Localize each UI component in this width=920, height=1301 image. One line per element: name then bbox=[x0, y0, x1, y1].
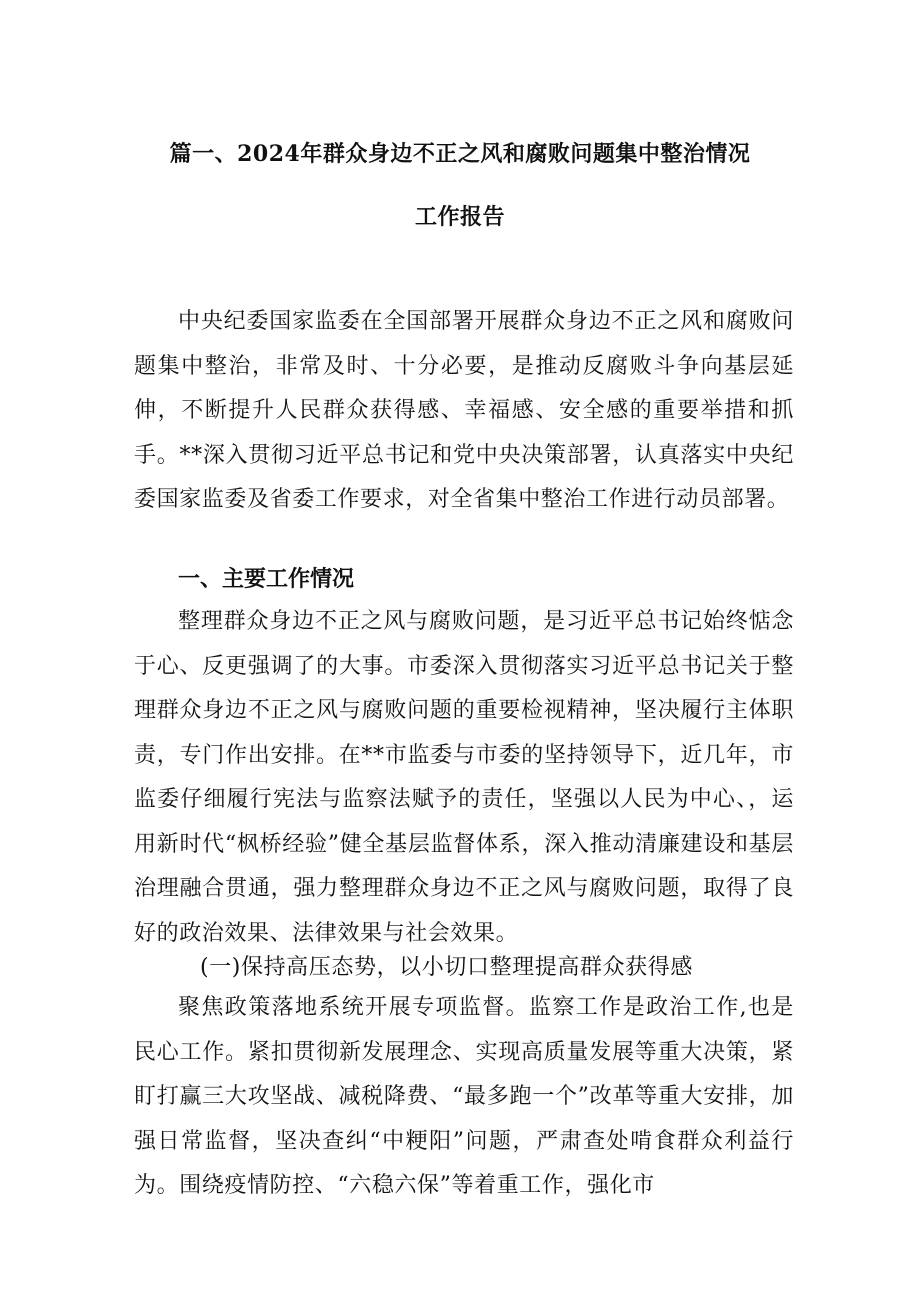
section-heading-main-work: 一、主要工作情况 bbox=[178, 566, 355, 592]
intro-paragraph: 中央纪委国家监委在全国部署开展群众身边不正之风和腐败问题集中整治，非常及时、十分必要，是推动反腐败斗争向基层延伸，不断提升人民群众获得感、幸福感、安全感的重要举措和抓手。**深入贯彻习近平总书记和党中央决策部署，认真落实中央纪委国家监委及省委工作要求，对全省集中整治工作进行动员部署。 bbox=[134, 309, 794, 512]
main-work-paragraph: 整理群众身边不正之风与腐败问题，是习近平总书记始终惦念于心、反更强调了的大事。市委深入贯彻落实习近平总书记关于整理群众身边不正之风与腐败问题的重要检视精神，坚决履行主体职责，专门作出安排。在**市监委与市委的坚持领导下，近几年，市监委仔细履行宪法与监察法赋予的责任，坚强以人民为中心、，运用新时代“枫桥经验”健全基层监督体系，深入推动清廉建设和基层治理融合贯通，强力整理群众身边不正之风与腐败问题，取得了良好的政治效果、法律效果与社会效果。 bbox=[134, 609, 794, 946]
special-supervision-paragraph: 聚焦政策落地系统开展专项监督。监察工作是政治工作,也是民心工作。紧扣贯彻新发展理念、实现高质量发展等重大决策，紧盯打赢三大攻坚战、减税降费、“最多跑一个”改革等重大安排，加强日常监督，坚决查纠“中粳阳”问题，严肃查处啃食群众利益行为。围绕疫情防控、“六稳六保”等着重工作，强化市 bbox=[134, 995, 794, 1198]
document-title-line-1: 篇一、2024年群众身边不正之风和腐败问题集中整治情况 bbox=[169, 141, 751, 167]
subsection-heading-high-pressure: (一)保持高压态势，以小切口整理提高群众获得感 bbox=[200, 955, 693, 980]
document-title-line-2: 工作报告 bbox=[414, 204, 505, 230]
